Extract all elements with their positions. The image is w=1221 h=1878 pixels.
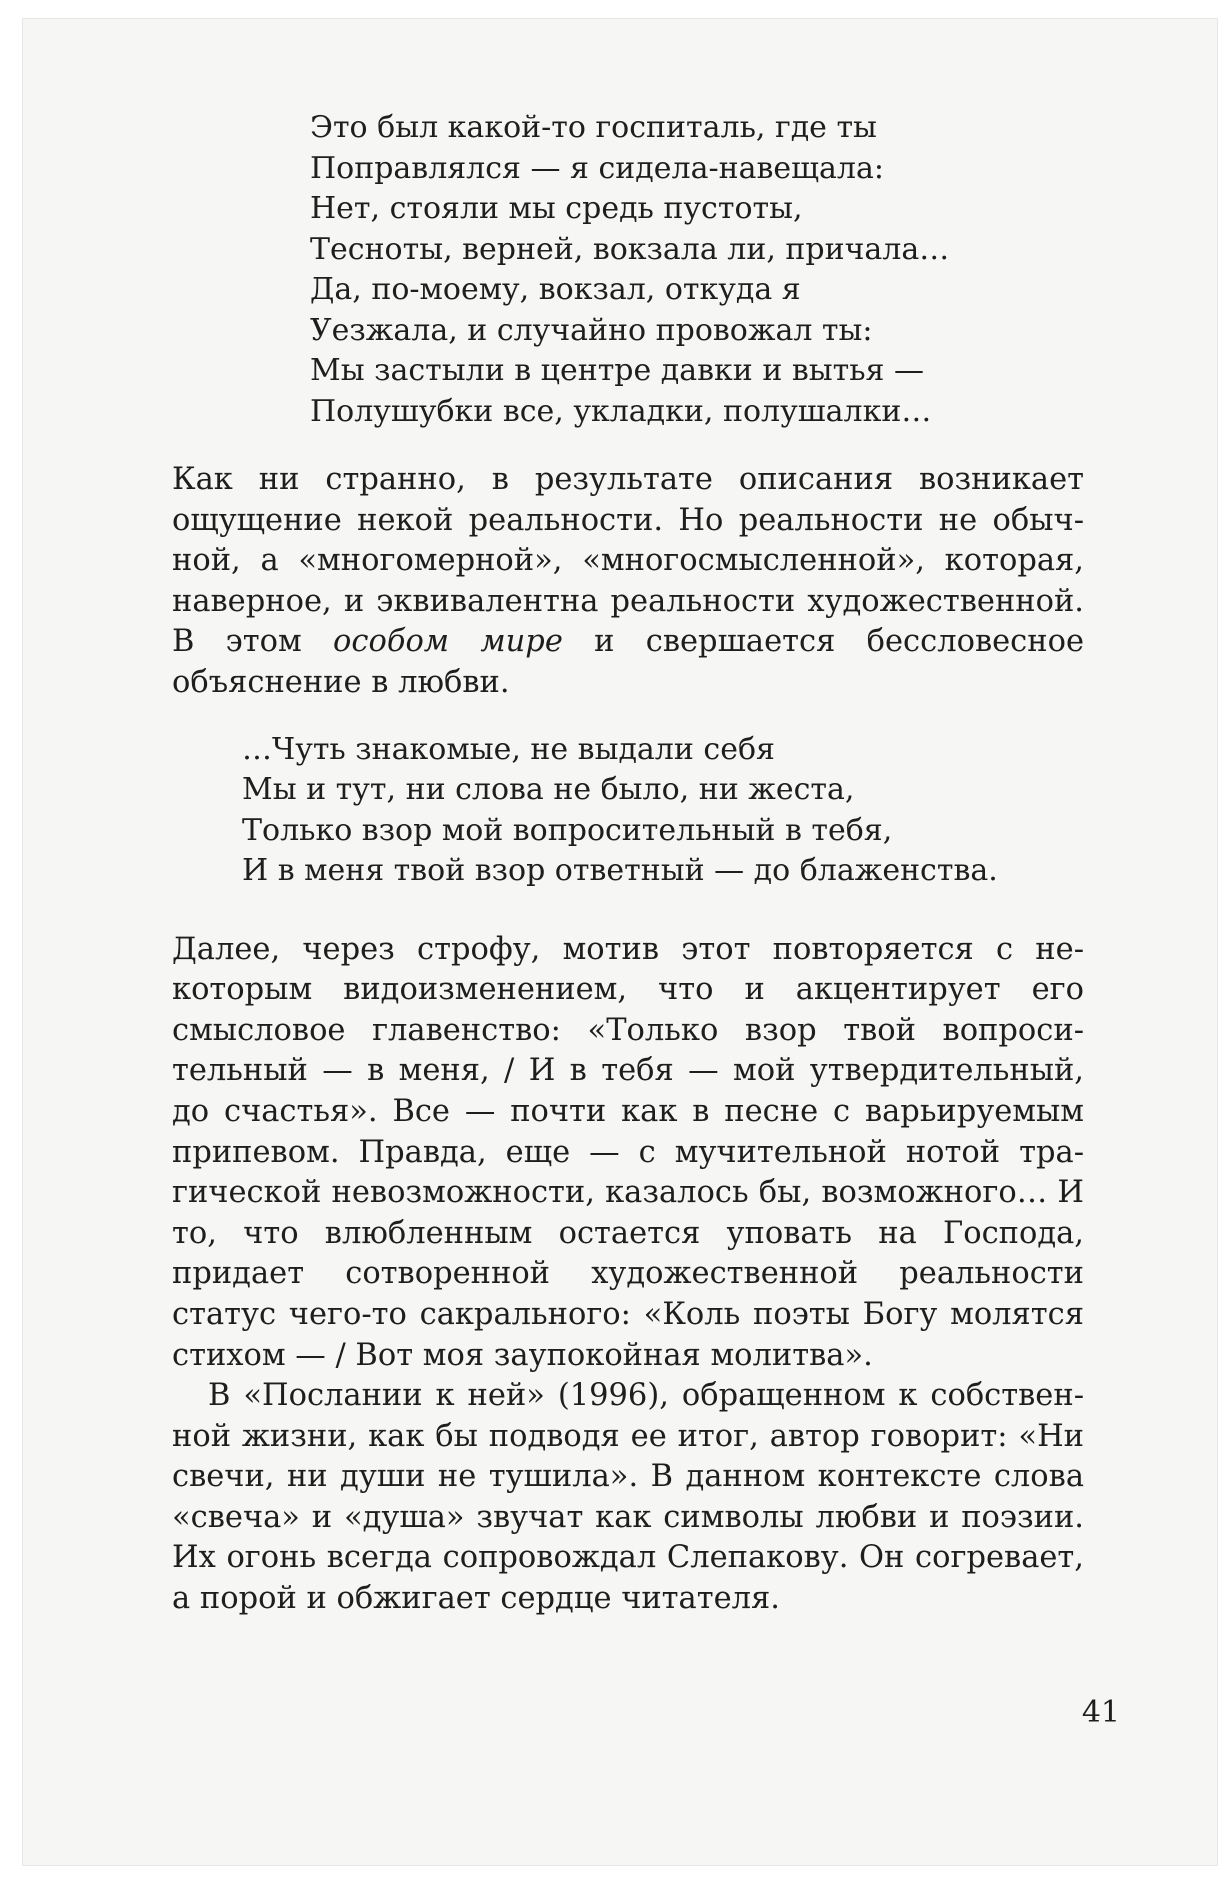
paragraph-3: В «Послании к ней» (1996), обращенном к собственной жизни, как бы подводя ее итог, автор говорит: «Ни свечи, ни души не тушила». В данном контексте слова «свеча» и «душа» звучат как символы любви и поэзии. Их огонь всегда сопровождал Слепакову. Он согревает, а порой и обжигает сердце читателя. — [172, 1378, 1084, 1617]
poem-line: Это был какой-то госпиталь, где ты — [310, 110, 877, 145]
poem-line: Только взор мой вопросительный в тебя, — [242, 812, 893, 848]
paragraph-2: Далее, через строфу, мотив этот повторяется с некоторым видоизменением, что и акцентирует его смысловое главенство: «Только взор твой вопросительный — в меня, / И в тебя — мой утвердительный, до счастья». Все — почти как в песне с варьируемым припевом. Правда, еще — с мучительной нотой трагической невозможности, казалось бы, возможного… И то, что влюбленным остается уповать на Господа, придает сотворенной художественной реальности статус чего-то сакрального: «Коль поэты Богу молятся стихом — / Вот моя заупокойная молитва». — [172, 931, 1084, 1373]
poem-line: Нет, стояли мы средь пустоты, — [310, 191, 803, 226]
poem-line: Тесноты, верней, вокзала ли, причала… — [310, 231, 950, 267]
poem-line: Уезжала, и случайно провожал ты: — [310, 312, 873, 348]
paragraph-1-italic: особом мире — [333, 624, 563, 660]
paragraph-1-text-end: и свершается бессловесное объяснение в любви. — [172, 624, 1084, 700]
poem-line: И в меня твой взор ответный — до блаженства. — [242, 853, 998, 889]
poem-excerpt-2 — [172, 730, 1084, 892]
page-text — [172, 108, 1084, 1620]
poem-line: Да, по-моему, вокзал, откуда я — [310, 272, 801, 307]
poem-line: Поправлялся — я сидела-навещала: — [310, 150, 884, 186]
poem-line: …Чуть знакомые, не выдали себя — [242, 731, 775, 767]
poem-line: Мы и тут, ни слова не было, ни жеста, — [242, 772, 855, 808]
page-number: 41 — [1081, 1695, 1120, 1730]
paragraph-1-text-start: Как ни странно, в результате описания возникает ощущение некой реальности. Но реальности не обычной, а «многомерной», «многосмысленной», которая, наверное, и эквивалентна реальности художественной. В этом — [172, 462, 1084, 660]
poem-line: Мы застыли в центре давки и вытья — — [310, 353, 925, 388]
poem-line: Полушубки все, укладки, полушалки… — [310, 393, 932, 429]
paragraph-1 — [172, 460, 1084, 704]
poem-excerpt-1 — [172, 108, 1084, 432]
